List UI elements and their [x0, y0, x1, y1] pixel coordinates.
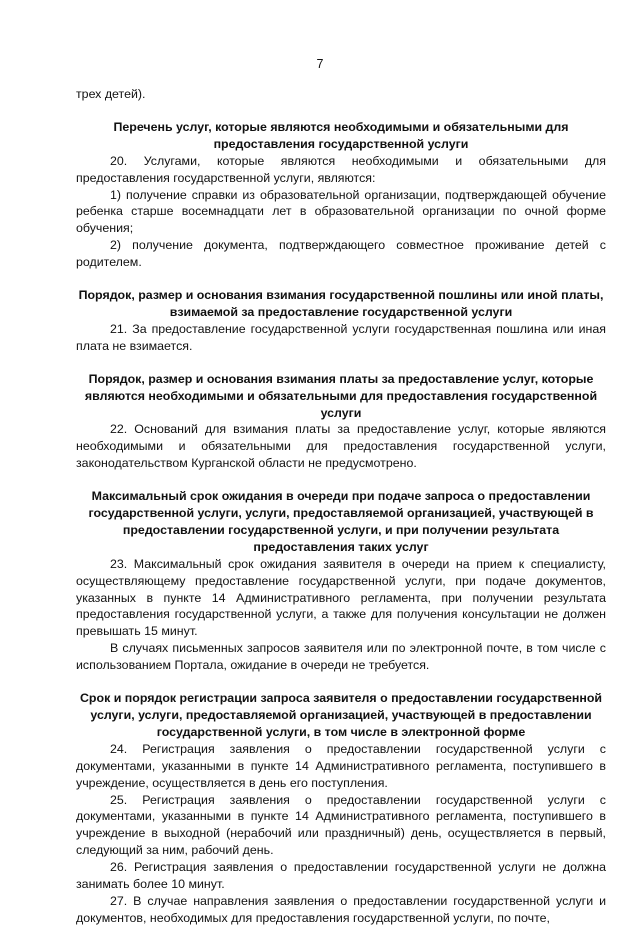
paragraph-21: 21. За предоставление государственной услуги государственная пошлина или иная плата не взимается. — [76, 321, 606, 353]
paragraph-26: 26. Регистрация заявления о предоставлении государственной услуги не должна занимать более 10 минут. — [76, 860, 606, 892]
section-heading-state-fee: Порядок, размер и основания взимания государственной пошлины или иной платы, взимаемой за предоставление государственной услуги — [78, 288, 604, 319]
intro-tail: трех детей). — [76, 87, 146, 101]
section-heading-registration: Срок и порядок регистрации запроса заявителя о предоставлении государственной услуги, услуги, предоставляемой организацией, участвующей в предоставлении государственной услуги, в том числе в электронной форме — [79, 691, 603, 739]
paragraph-22: 22. Оснований для взимания платы за предоставление услуг, которые являются необходимыми и обязательными для предоставления государственной услуги, законодательством Курганской области не предусмотрено. — [76, 422, 606, 471]
page-number: 7 — [316, 57, 324, 71]
document-body — [76, 86, 606, 927]
section-heading-service-fee: Порядок, размер и основания взимания платы за предоставление услуг, которые являются необходимыми и обязательными для предоставления государственной услуги — [84, 371, 598, 420]
paragraph-20-item-1: 1) получение справки из образовательной организации, подтверждающей обучение ребенка старше восемнадцати лет в образовательной организации по очной форме обучения; — [76, 187, 606, 236]
section-heading-necessary-services: Перечень услуг, которые являются необходимыми и обязательными для предоставления государственной услуги — [113, 119, 569, 151]
paragraph-24: 24. Регистрация заявления о предоставлении государственной услуги с документами, указанными в пункте 14 Административного регламента, поступившего в учреждение, осуществляется в день его поступления. — [76, 741, 606, 790]
paragraph-20: 20. Услугами, которые являются необходимыми и обязательными для предоставления государственной услуги, являются: — [76, 153, 606, 185]
paragraph-23: 23. Максимальный срок ожидания заявителя в очереди на прием к специалисту, осуществляющему предоставление государственной услуги, при подаче документов, указанных в пункте 14 Административного регламента, при получении результата предоставления государственной услуги, а также для получения консультации не должен превышать 15 минут. — [76, 556, 606, 639]
paragraph-25: 25. Регистрация заявления о предоставлении государственной услуги с документами, указанными в пункте 14 Административного регламента, поступившего в учреждение в выходной (нерабочий или праздничный) день, осуществляется в первый, следующий за ним, рабочий день. — [76, 792, 606, 858]
paragraph-23-note: В случаях письменных запросов заявителя или по электронной почте, в том числе с использованием Портала, ожидание в очереди не требуется. — [76, 641, 606, 673]
paragraph-20-item-2: 2) получение документа, подтверждающего совместное проживание детей с родителем. — [76, 238, 606, 270]
paragraph-27: 27. В случае направления заявления о предоставлении государственной услуги и документов, необходимых для предоставления государственной услуги, по почте, — [76, 893, 606, 925]
section-heading-queue-time: Максимальный срок ожидания в очереди при подаче запроса о предоставлении государственной услуги, услуги, предоставляемой организацией, участвующей в предоставлении государственной услуги, и при получении результата предоставления таких услуг — [88, 489, 594, 554]
